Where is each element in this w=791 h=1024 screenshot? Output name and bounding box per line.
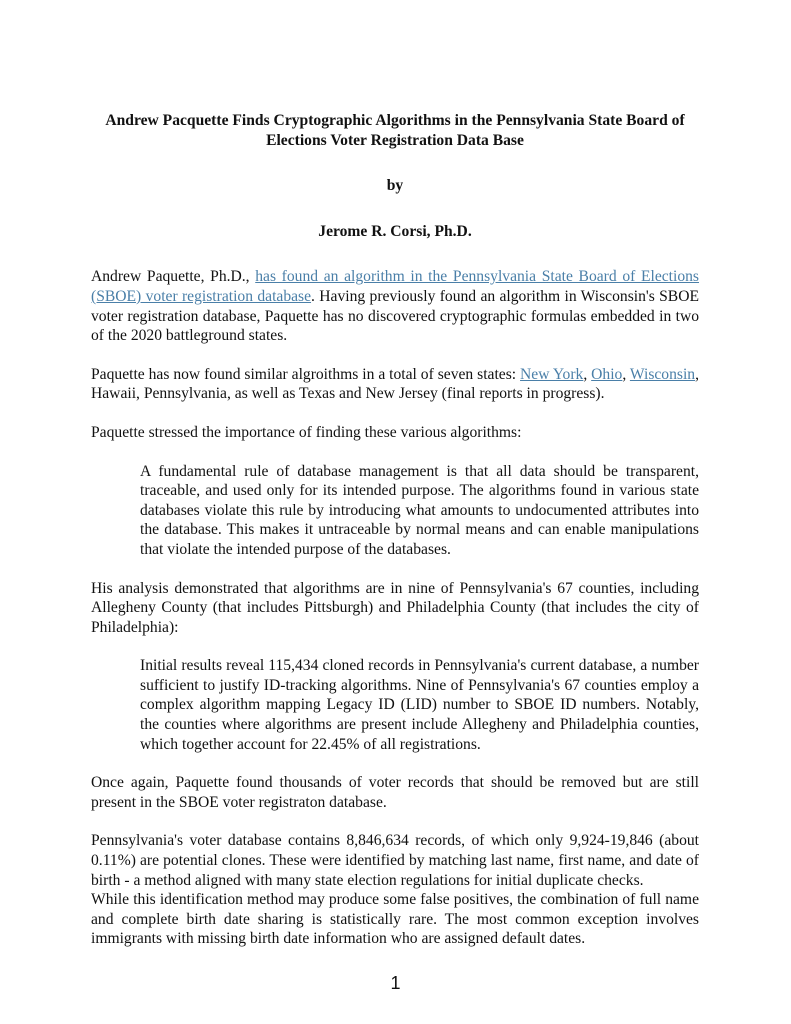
title-line-1: Andrew Pacquette Finds Cryptographic Algorithms in the Pennsylvania State Board of	[105, 112, 685, 129]
paragraph-states	[91, 365, 699, 404]
ohio-link[interactable]: Ohio	[591, 365, 623, 383]
separator: ,	[622, 365, 630, 383]
paragraph-false-positives: While this identification method may produce some false positives, the combination of full name and complete birth date sharing is statistically rare. The most common exception involves immigrants with missing birth date information who are assigned default dates.	[91, 891, 699, 948]
paragraph-clones: Pennsylvania's voter database contains 8,846,634 records, of which only 9,924-19,846 (about 0.11%) are potential clones. These were identified by matching last name, first name, and date of birth - a method aligned with many state election regulations for initial duplicate checks.	[91, 832, 699, 889]
blockquote-database-rule: A fundamental rule of database management is that all data should be transparent, traceable, and used only for its intended purpose. The algorithms found in various state databases violate this rule by introducing what amounts to undocumented attributes into the database. This makes it untraceable by normal means and can enable manipulations that violate the intended purpose of the databases.	[140, 462, 699, 558]
new-york-link[interactable]: New York	[520, 365, 584, 383]
paragraph-intro	[91, 267, 699, 345]
byline: by	[386, 177, 404, 195]
blockquote-initial-results: Initial results reveal 115,434 cloned records in Pennsylvania's current database, a number sufficient to justify ID-tracking algorithms. Nine of Pennsylvania's 67 counties employ a complex algorithm mapping Legacy ID (LID) number to SBOE ID numbers. Notably, the counties where algorithms are present include Allegheny and Philadelphia counties, which together account for 22.45% of all registrations.	[140, 657, 699, 753]
separator: ,	[583, 365, 592, 383]
author-name: Jerome R. Corsi, Ph.D.	[318, 222, 472, 240]
title-line-2: Elections Voter Registration Data Base	[266, 131, 524, 149]
wisconsin-link[interactable]: Wisconsin	[629, 365, 696, 383]
paragraph-states-lead: Paquette has now found similar algroithms in a total of seven states:	[91, 365, 521, 383]
paragraph-states-rest: , Hawaii, Pennsylvania, as well as Texas and New Jersey (final reports in progress).	[91, 365, 700, 403]
paragraph-counties: His analysis demonstrated that algorithms are in nine of Pennsylvania's 67 counties, including Allegheny County (that includes Pittsburgh) and Philadelphia County (that includes the city of Philadelphia):	[91, 579, 699, 636]
article-title	[91, 111, 699, 150]
paragraph-importance: Paquette stressed the importance of finding these various algorithms:	[91, 423, 522, 441]
page-number: 1	[390, 973, 401, 993]
paragraph-intro-lead: Andrew Paquette, Ph.D.,	[91, 268, 256, 286]
paragraph-removed-records: Once again, Paquette found thousands of voter records that should be removed but are still present in the SBOE voter registraton database.	[91, 774, 699, 811]
document-page	[91, 111, 699, 949]
paragraph-intro-rest: . Having previously found an algorithm in Wisconsin's SBOE voter registration database, Paquette has no discovered cryptographic formulas embedded in two of the 2020 battleground states.	[91, 287, 699, 345]
sboe-algorithm-link[interactable]: has found an algorithm in the Pennsylvania State Board of Elections (SBOE) voter registration database	[91, 268, 699, 305]
